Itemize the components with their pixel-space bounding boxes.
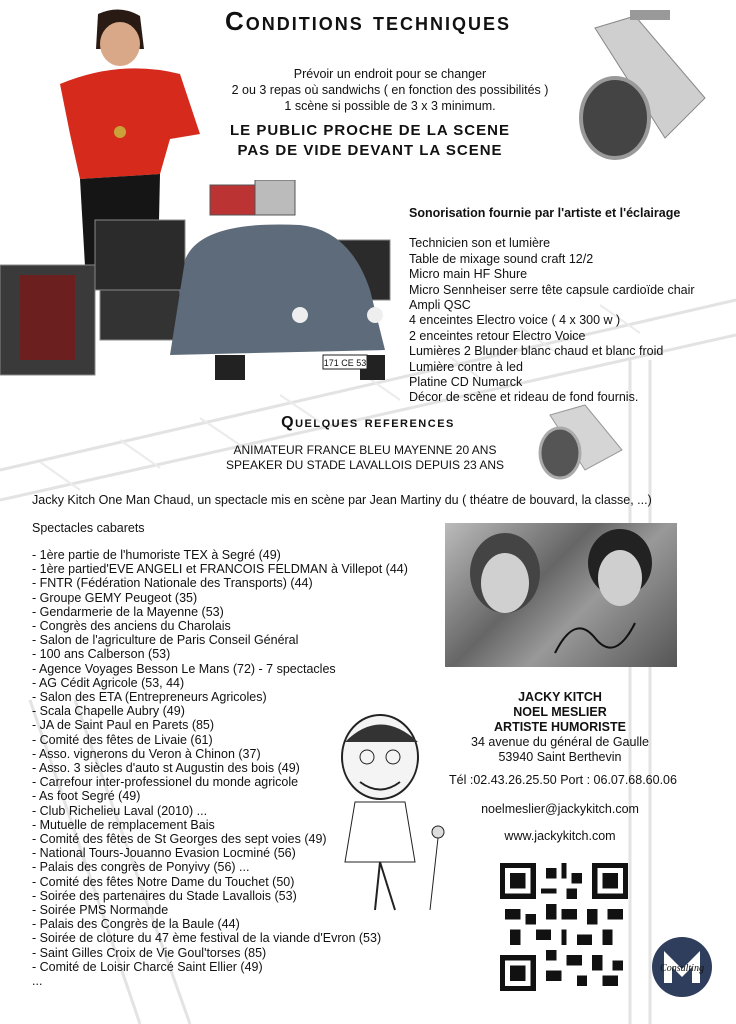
sono-item: 2 enceintes retour Electro Voice	[409, 328, 586, 343]
reference-line: SPEAKER DU STADE LAVALLOIS DEPUIS 23 ANS	[225, 457, 505, 472]
signature-icon	[445, 523, 677, 667]
list-item: - Palais des congrès de Ponyivy (56) ...	[32, 860, 250, 875]
sonorisation-section	[409, 206, 729, 406]
list-item: - Groupe GEMY Peugeot (35)	[32, 590, 198, 605]
list-item: - Soirée de cloture du 47 ème festival de la viande d'Evron (53)	[32, 931, 382, 946]
list-item: - Saint Gilles Croix de Vie Goul'torses (85)	[32, 945, 267, 960]
list-item: - Comité des fêtes de St Georges des sept voies (49)	[32, 832, 327, 847]
contact-name: NOEL MESLIER	[513, 705, 607, 719]
list-item: - Mutuelle de remplacement Bais	[32, 817, 215, 832]
list-item: - Asso. vignerons du Veron à Chinon (37)	[32, 746, 261, 761]
list-item: - AG Cédit Agricole (53, 44)	[32, 675, 185, 690]
intro-line: 2 ou 3 repas où sandwichs ( en fonction des possibilités )	[231, 83, 549, 97]
references-title: Quelques references	[281, 414, 455, 431]
sono-item: Table de mixage sound craft 12/2	[409, 251, 594, 266]
car-plate: 171 CE 53	[323, 358, 367, 368]
page-title: Conditions techniques	[224, 6, 511, 36]
list-item: - Comité des fêtes Notre Dame du Touchet (50)	[32, 874, 295, 889]
cabarets-title: Spectacles cabarets	[32, 521, 145, 535]
list-item: - Salon de l'agriculture de Paris Conseil Général	[32, 633, 299, 648]
artists-photo	[445, 523, 677, 667]
sonorisation-title: Sonorisation fournie par l'artiste et l'éclairage	[409, 206, 681, 220]
sono-item: Ampli QSC	[409, 298, 471, 313]
list-item: - JA de Saint Paul en Parets (85)	[32, 718, 215, 733]
list-item: - 1ère partie de l'humoriste TEX à Segré (49)	[32, 548, 281, 562]
consulting-logo	[650, 935, 714, 999]
show-description: Jacky Kitch One Man Chaud, un spectacle mis en scène par Jean Martiny du ( théatre de bouvard, la classe, ...)	[32, 493, 652, 507]
contact-address: 53940 Saint Berthevin	[498, 750, 622, 764]
list-item: - FNTR (Fédération Nationale des Transports) (44)	[32, 576, 313, 591]
list-item: - Club Richelieu Laval (2010) ...	[32, 803, 208, 818]
list-item: - Asso. 3 siècles d'auto st Augustin des bois (49)	[32, 761, 300, 776]
sono-item: Lumière contre à led	[409, 359, 523, 374]
qr-code-icon	[500, 863, 628, 991]
list-item: - Soirée des partenaires du Stade Lavallois (53)	[32, 888, 297, 903]
headline-block	[200, 121, 540, 161]
logo-text: Consulting	[660, 963, 704, 974]
contact-website[interactable]: www.jackykitch.com	[504, 829, 616, 843]
sono-item: Micro Sennheiser serre tête capsule cardioïde chair	[409, 282, 695, 297]
headline-line: PAS DE VIDE DEVANT LA SCENE	[237, 142, 503, 159]
caricature-drawing	[320, 712, 448, 912]
list-item: - Congrès des anciens du Charolais	[32, 619, 231, 634]
list-item: ...	[32, 974, 43, 989]
list-item: - Comité des fêtes de Livaie (61)	[32, 732, 213, 747]
list-item: - Soirée PMS Normande	[32, 903, 169, 918]
contact-phone: Tél :02.43.26.25.50 Port : 06.07.68.60.06	[449, 773, 677, 787]
intro-line: Prévoir un endroit pour se changer	[293, 67, 487, 81]
list-item: - 100 ans Calberson (53)	[32, 647, 171, 662]
contact-block	[450, 690, 670, 765]
list-item: - Scala Chapelle Aubry (49)	[32, 704, 185, 719]
references-block	[180, 443, 550, 472]
equipment-and-car-photo	[0, 180, 400, 390]
headline-line: LE PUBLIC PROCHE DE LA SCENE	[230, 122, 510, 139]
sono-item: Technicien son et lumière	[409, 236, 551, 251]
list-item: - Carrefour inter-professionel du monde agricole	[32, 775, 299, 790]
reference-line: ANIMATEUR FRANCE BLEU MAYENNE 20 ANS	[233, 443, 497, 457]
list-item: - National Tours-Jouanno Evasion Locminé (56)	[32, 846, 296, 861]
list-item: - Comité de Loisir Charcé Saint Ellier (49)	[32, 959, 263, 974]
sono-item: Lumières 2 Blunder blanc chaud et blanc froid	[409, 344, 664, 359]
contact-email[interactable]: noelmeslier@jackykitch.com	[481, 802, 639, 816]
sono-item: 4 enceintes Electro voice ( 4 x 300 w )	[409, 313, 621, 328]
list-item: - Agence Voyages Besson Le Mans (72) - 7 spectacles	[32, 661, 336, 676]
sono-item: Platine CD Numarck	[409, 375, 523, 390]
list-item: - Palais des Congrès de la Baule (44)	[32, 917, 240, 932]
list-item: - As foot Segré (49)	[32, 789, 141, 804]
contact-address: 34 avenue du général de Gaulle	[471, 735, 649, 749]
intro-block	[220, 66, 560, 114]
contact-role: ARTISTE HUMORISTE	[494, 720, 626, 734]
contact-name: JACKY KITCH	[518, 690, 602, 704]
sono-item: Décor de scène et rideau de fond fournis.	[409, 390, 639, 405]
sono-item: Micro main HF Shure	[409, 267, 528, 282]
list-item: - 1ère partied'EVE ANGELI et FRANCOIS FELDMAN à Villepot (44)	[32, 562, 408, 577]
list-item: - Gendarmerie de la Mayenne (53)	[32, 604, 224, 619]
list-item: - Salon des ETA (Entrepreneurs Agricoles)	[32, 690, 267, 705]
intro-line: 1 scène si possible de 3 x 3 minimum.	[284, 99, 496, 113]
